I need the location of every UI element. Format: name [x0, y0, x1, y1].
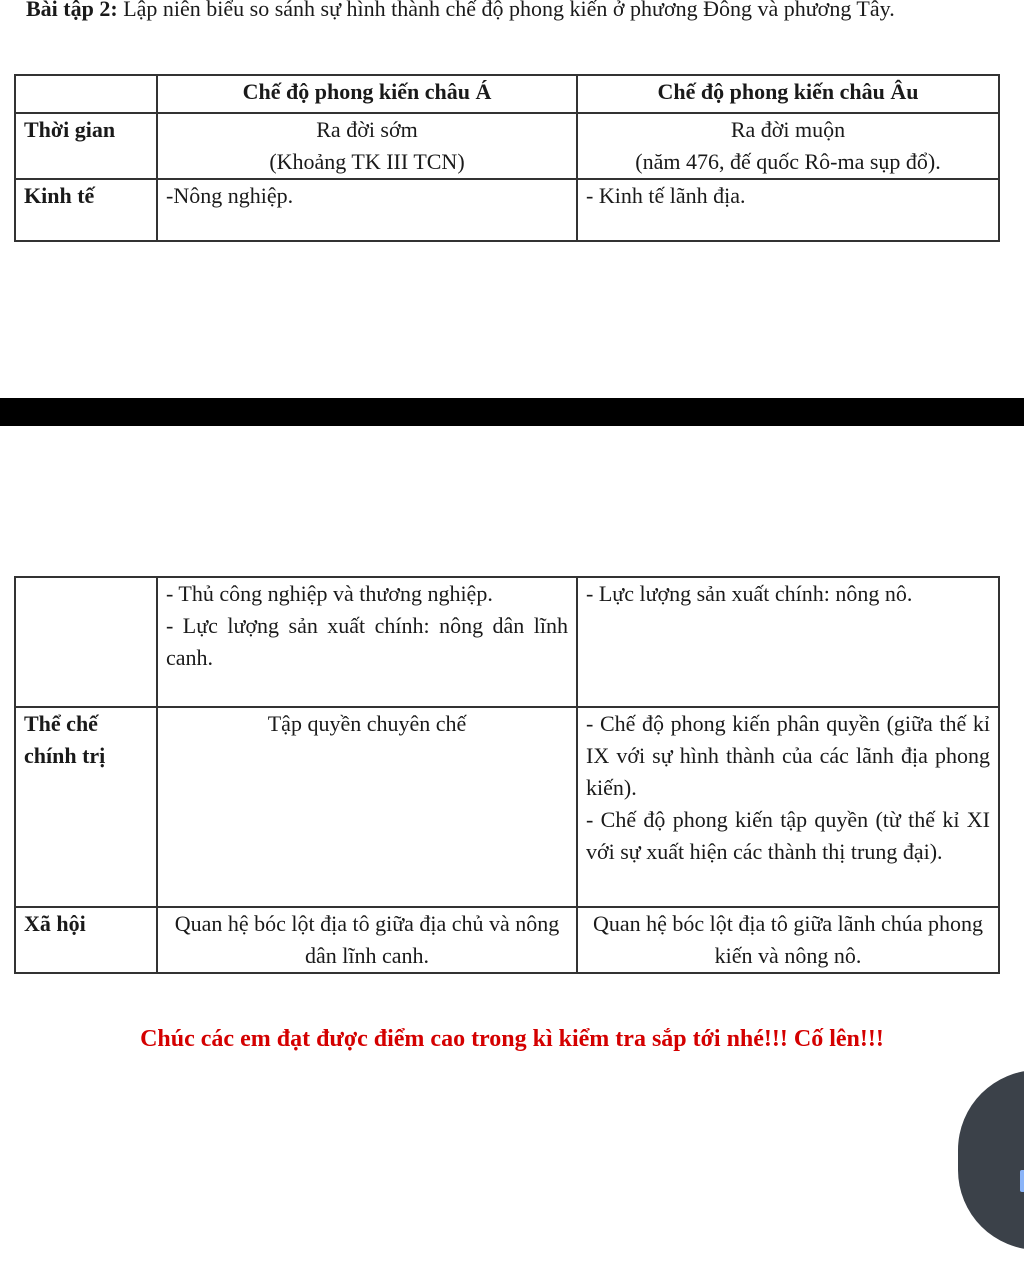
cell-line: - Kinh tế lãnh địa.	[586, 183, 746, 208]
comparison-table-bottom	[14, 576, 1000, 974]
cell-asia-politics	[157, 707, 577, 907]
header-asia: Chế độ phong kiến châu Á	[157, 75, 577, 113]
table-row	[15, 907, 999, 973]
cell-asia-economy	[157, 179, 577, 241]
cell-line: Quan hệ bóc lột địa tô giữa địa chủ và nông dân lĩnh canh.	[174, 911, 560, 968]
comparison-table-top	[14, 74, 1000, 242]
cell-line: Tập quyền chuyên chế	[267, 711, 467, 736]
cell-line: (năm 476, đế quốc Rô-ma sụp đổ).	[635, 149, 941, 174]
cell-line: Ra đời sớm	[316, 117, 418, 142]
table-row	[15, 707, 999, 907]
cell-europe-economy	[577, 179, 999, 241]
table-row	[15, 577, 999, 707]
row-label-continued	[15, 577, 157, 707]
cell-line: - Lực lượng sản xuất chính: nông nô.	[586, 581, 913, 606]
cell-line: - Chế độ phong kiến tập quyền (từ thế kỉ XI với sự xuất hiện các thành thị trung đại).	[586, 807, 990, 864]
floating-action-icon	[1020, 1170, 1024, 1192]
cell-asia-time	[157, 113, 577, 179]
exercise-intro	[26, 0, 986, 25]
exercise-number: Bài tập 2:	[26, 0, 118, 21]
cell-line: - Chế độ phong kiến phân quyền (giữa thế kỉ IX với sự hình thành của các lãnh địa phong kiến).	[586, 711, 990, 800]
row-label-society: Xã hội	[15, 907, 157, 973]
header-empty	[15, 75, 157, 113]
cell-asia-economy-cont	[157, 577, 577, 707]
header-europe: Chế độ phong kiến châu Âu	[577, 75, 999, 113]
cell-europe-society	[577, 907, 999, 973]
table-header-row	[15, 75, 999, 113]
cell-line: - Lực lượng sản xuất chính: nông dân lĩnh canh.	[166, 613, 568, 670]
cell-europe-time	[577, 113, 999, 179]
cell-line: (Khoảng TK III TCN)	[269, 149, 465, 174]
exercise-text: Lập niên biểu so sánh sự hình thành chế độ phong kiến ở phương Đông và phương Tây.	[123, 0, 895, 21]
cell-line: - Thủ công nghiệp và thương nghiệp.	[166, 581, 493, 606]
page-break-bar	[0, 398, 1024, 426]
cell-line: Quan hệ bóc lột địa tô giữa lãnh chúa phong kiến và nông nô.	[592, 911, 984, 968]
cell-line: -Nông nghiệp.	[166, 183, 294, 208]
table-row	[15, 113, 999, 179]
row-label-time: Thời gian	[15, 113, 157, 179]
table-row	[15, 179, 999, 241]
cell-line: Ra đời muộn	[730, 117, 846, 142]
closing-message: Chúc các em đạt được điểm cao trong kì kiểm tra sắp tới nhé!!! Cố lên!!!	[140, 1026, 884, 1052]
floating-action-button[interactable]	[958, 1070, 1024, 1250]
row-label-economy: Kinh tế	[15, 179, 157, 241]
cell-europe-politics	[577, 707, 999, 907]
row-label-politics: Thể chế chính trị	[15, 707, 157, 907]
cell-asia-society	[157, 907, 577, 973]
cell-europe-economy-cont	[577, 577, 999, 707]
